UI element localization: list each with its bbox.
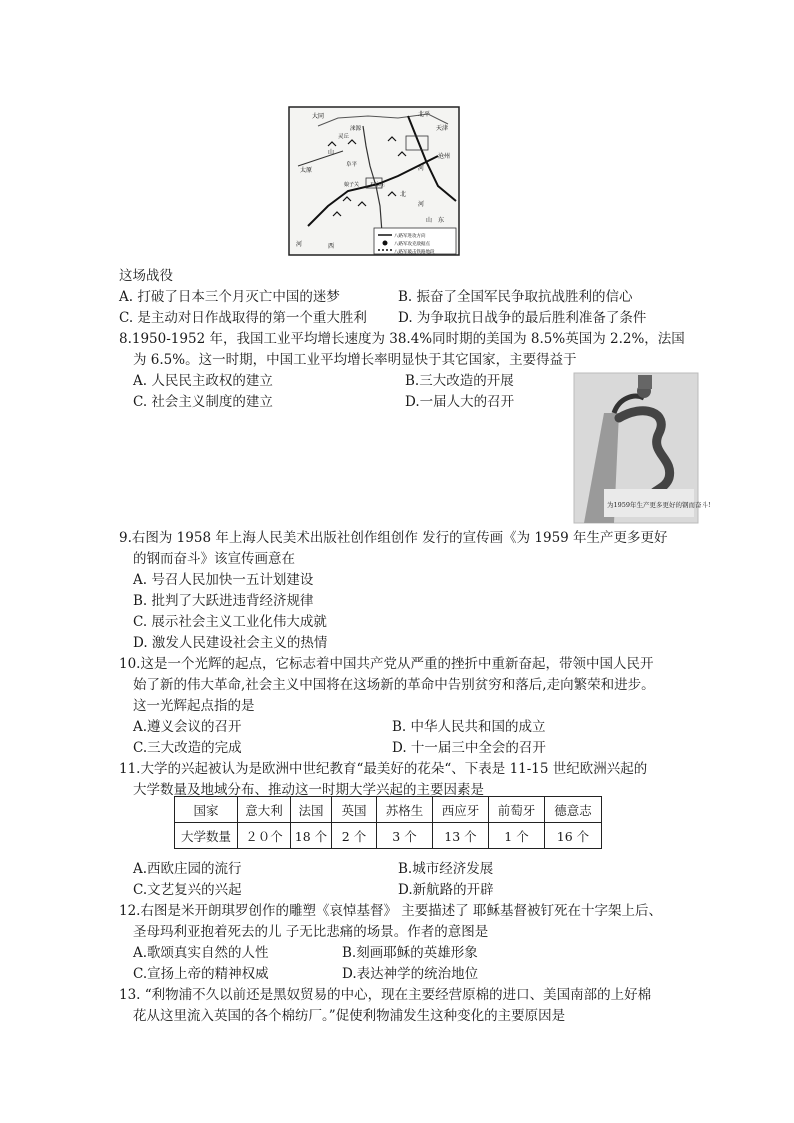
map-label: 涞源: [350, 126, 362, 132]
table-header-cell: 德意志: [545, 797, 602, 823]
map-label: 山: [328, 149, 335, 156]
map-label: 太原: [300, 167, 313, 174]
q7-option-b: B. 振奋了全国军民争取抗战胜利的信心: [398, 289, 633, 305]
q9-option-a: A. 号召人民加快一五计划建设: [133, 572, 314, 588]
map-label: 娘子关: [344, 182, 360, 188]
map-label: 阜平: [346, 162, 358, 168]
q12-option-a: A.歌颂真实自然的人性: [133, 945, 269, 961]
q10-option-c: C.三大改造的完成: [133, 740, 242, 756]
q13-stem-line2: 花从这里流入英国的各个棉纺厂。”促使利物浦发生这种变化的主要原因是: [133, 1008, 566, 1024]
q12-stem-line2: 圣母玛利亚抱着死去的儿 子无比悲痛的场景。作者的意图是: [133, 924, 489, 940]
q9-stem-line2: 的钢而奋斗》该宣传画意在: [133, 551, 295, 567]
q10-stem-line3: 这一光辉起点指的是: [133, 698, 255, 714]
table-header-row: [175, 797, 602, 823]
table-header-cell: 法国: [291, 797, 332, 823]
map-label: 东: [438, 217, 445, 224]
table-cell: 2 个: [332, 823, 377, 849]
map-label: 石家庄: [370, 182, 386, 188]
q11-option-b: B.城市经济发展: [398, 861, 494, 877]
table-header-cell: 西应牙: [433, 797, 489, 823]
poster-caption: 为1959年生产更多更好的钢而奋斗!: [607, 501, 711, 509]
q7-option-d: D. 为争取抗日战争的最后胜利准备了条件: [398, 310, 647, 326]
steel-poster-drawing: [574, 373, 711, 523]
q8-option-a: A. 人民民主政权的建立: [133, 373, 273, 389]
q12-option-b: B.刻画耶稣的英雄形象: [342, 945, 478, 961]
q8-option-d: D.一届人大的召开: [405, 394, 515, 410]
q7-option-a: A. 打破了日本三个月灭亡中国的迷梦: [119, 289, 340, 305]
table-cell: 大学数量: [175, 823, 238, 849]
q12-stem-line1: 12.右图是米开朗琪罗创作的雕塑《哀悼基督》 主要描述了 耶稣基督被钉死在十字架上后、: [119, 903, 663, 919]
table-header-cell: 英国: [332, 797, 377, 823]
map-label: 河: [418, 201, 425, 208]
table-cell: ２０个: [238, 823, 291, 849]
q11-option-c: C.文艺复兴的兴起: [133, 882, 242, 898]
table-cell: 3 个: [377, 823, 433, 849]
university-table: [174, 796, 602, 849]
map-label: 大同: [312, 113, 325, 120]
q11-option-a: A.西欧庄园的流行: [133, 861, 242, 877]
q10-option-b: B. 中华人民共和国的成立: [392, 719, 546, 735]
map-legend-item: 八路军进攻方向: [394, 234, 426, 239]
q13-stem-line1: 13. “利物浦不久以前还是黑奴贸易的中心，现在主要经营原棉的进口、美国南部的上好棉: [119, 987, 652, 1003]
map-label: 山: [426, 217, 433, 224]
table-cell: 13 个: [433, 823, 489, 849]
q12-option-d: D.表达神学的统治地位: [342, 966, 479, 982]
q8-stem-line1: 8.1950-1952 年，我国工业平均增长速度为 38.4%同时期的美国为 8.5%英国为 2.2%，法国: [119, 331, 685, 347]
table-cell: 18 个: [291, 823, 332, 849]
map-label: 河: [418, 165, 425, 172]
q9-option-c: C. 展示社会主义工业化伟大成就: [133, 614, 327, 630]
q10-stem-line1: 10.这是一个光辉的起点，它标志着中国共产党从严重的挫折中重新奋起，带领中国人民开: [119, 656, 654, 672]
q10-option-d: D. 十一届三中全会的召开: [392, 740, 546, 756]
q11-stem-line2: 大学数量及地域分布、推动这一时期大学兴起的主要因素是: [133, 782, 484, 798]
map-label: 河: [296, 241, 303, 248]
table-header-cell: 苏格生: [377, 797, 433, 823]
q10-stem-line2: 始了新的伟大革命,社会主义中国将在这场新的革命中告别贫穷和落后,走向繁荣和进步。: [133, 677, 655, 693]
table-row: [175, 823, 602, 849]
q7-option-c: C. 是主动对日作战取得的第一个重大胜利: [119, 310, 367, 326]
q9-option-b: B. 批判了大跃进违背经济规律: [133, 593, 314, 609]
q11-option-d: D.新航路的开辟: [398, 882, 494, 898]
q12-option-c: C.宣扬上帝的精神权威: [133, 966, 269, 982]
q10-option-a: A.遵义会议的召开: [133, 719, 242, 735]
map-label: 西: [328, 243, 335, 250]
q9-stem-line1: 9.右图为 1958 年上海人民美术出版社创作组创作 发行的宣传画《为 1959 年生产更多更好: [119, 530, 668, 546]
map-label: 灵丘: [338, 134, 350, 140]
steel-poster-image: [574, 373, 711, 523]
battle-map-drawing: [288, 106, 460, 256]
table-cell: 16 个: [545, 823, 602, 849]
table-cell: 1 个: [489, 823, 545, 849]
q8-option-b: B.三大改造的开展: [405, 373, 514, 389]
q11-stem-line1: 11.大学的兴起被认为是欧洲中世纪教育“最美好的花朵“、下表是 11-15 世纪欧洲兴起的: [119, 761, 648, 777]
table-header-cell: 国家: [175, 797, 238, 823]
table-header-cell: 前萄牙: [489, 797, 545, 823]
map-label: 沧州: [438, 153, 451, 160]
map-legend-item: 八路军破击铁路地段: [394, 250, 435, 255]
map-label: 北平: [418, 111, 431, 118]
q7-stem: 这场战役: [119, 268, 173, 284]
map-label: 天津: [436, 125, 449, 132]
q8-option-c: C. 社会主义制度的建立: [133, 394, 273, 410]
map-label: 北: [400, 191, 407, 198]
q8-stem-line2: 为 6.5%。这一时期，中国工业平均增长率明显快于其它国家，主要得益于: [133, 352, 577, 368]
q9-option-d: D. 激发人民建设社会主义的热情: [133, 635, 328, 651]
battle-map: [288, 106, 460, 256]
map-legend-item: 八路军攻克敌据点: [394, 242, 430, 247]
table-header-cell: 意大利: [238, 797, 291, 823]
